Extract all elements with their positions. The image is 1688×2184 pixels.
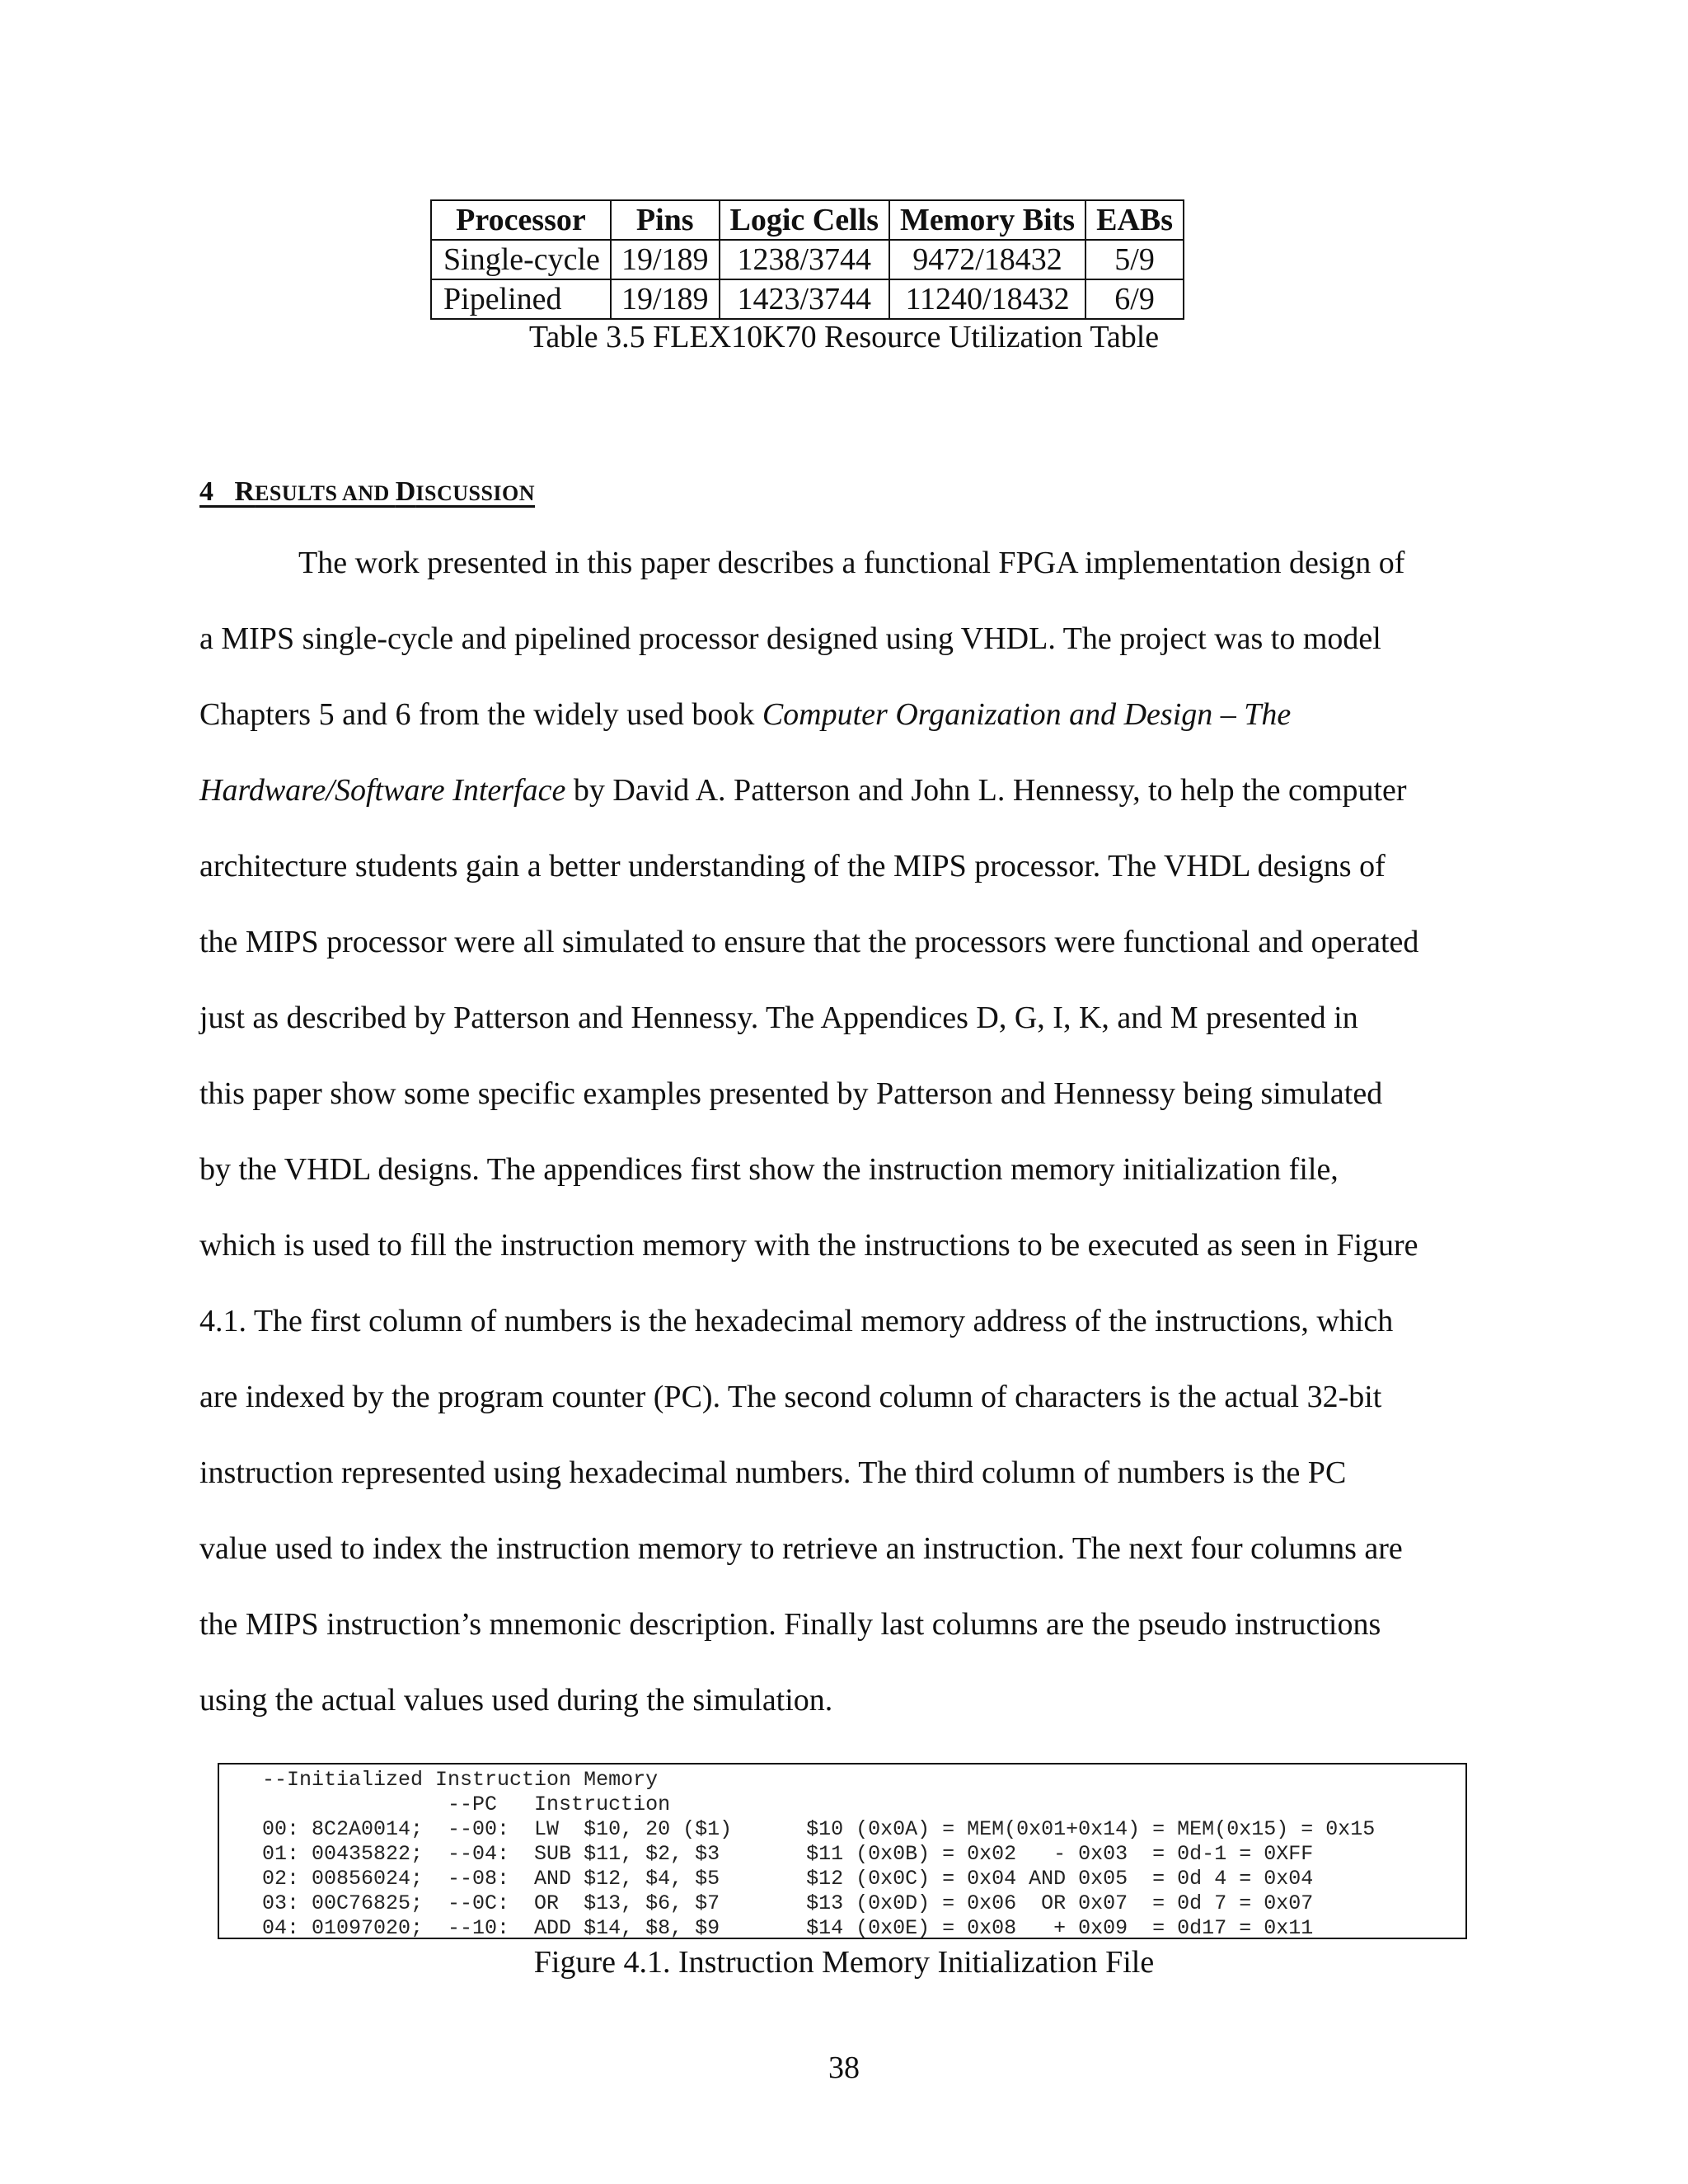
table-cell: 5/9 <box>1085 240 1184 279</box>
paragraph-line: this paper show some specific examples presented by Patterson and Hennessy being simulated <box>199 1076 1383 1111</box>
section-title-rest: ESULTS AND <box>255 481 396 505</box>
code-listing <box>219 1765 1465 1941</box>
section-title-initial: R <box>234 476 256 507</box>
paragraph-line <box>199 696 1493 771</box>
code-line: --PC Instruction <box>262 1793 671 1816</box>
paragraph-line: are indexed by the program counter (PC). The second column of characters is the actual 32-bit <box>199 1380 1382 1414</box>
paragraph-text: Chapters 5 and 6 from the widely used book <box>199 697 762 732</box>
table-cell: 19/189 <box>611 240 720 279</box>
table-cell: 1423/3744 <box>720 279 889 319</box>
table-header-cell: Pins <box>611 200 720 240</box>
section-title-initial: D <box>395 476 416 507</box>
table-caption: Table 3.5 FLEX10K70 Resource Utilization Table <box>528 320 1160 354</box>
table-cell: Single-cycle <box>431 240 611 279</box>
table-cell: 19/189 <box>611 279 720 319</box>
table-cell: 9472/18432 <box>889 240 1085 279</box>
body-paragraph <box>199 544 1493 1757</box>
section-title-rest: ISCUSSION <box>415 481 536 505</box>
figure-caption: Figure 4.1. Instruction Memory Initialization File <box>533 1945 1155 1980</box>
table-cell: Pipelined <box>431 279 611 319</box>
paragraph-text: by David A. Patterson and John L. Hennessy, to help the computer <box>565 773 1407 808</box>
paragraph-line: architecture students gain a better understanding of the MIPS processor. The VHDL designs of <box>199 849 1386 883</box>
paragraph-line <box>199 771 1493 847</box>
paragraph-line: instruction represented using hexadecimal numbers. The third column of numbers is the PC <box>199 1455 1347 1490</box>
paragraph-line: just as described by Patterson and Hennessy. The Appendices D, G, I, K, and M presented in <box>199 1001 1358 1035</box>
book-title: Hardware/Software Interface <box>199 773 566 808</box>
code-line: 00: 8C2A0014; --00: LW $10, 20 ($1) $10 (0x0A) = MEM(0x01+0x14) = MEM(0x15) = 0x15 <box>262 1817 1376 1841</box>
table-cell: 1238/3744 <box>720 240 889 279</box>
book-title: Computer Organization and Design – The <box>762 697 1292 732</box>
table-row <box>431 240 1184 279</box>
code-line: 03: 00C76825; --0C: OR $13, $6, $7 $13 (0x0D) = 0x06 OR 0x07 = 0d 7 = 0x07 <box>262 1891 1314 1915</box>
table-header-cell: Processor <box>431 200 611 240</box>
page-number: 38 <box>828 2050 860 2085</box>
section-heading <box>199 476 535 508</box>
table-header-cell: Memory Bits <box>889 200 1085 240</box>
table-header-cell: Logic Cells <box>720 200 889 240</box>
table-cell: 11240/18432 <box>889 279 1085 319</box>
paragraph-line: The work presented in this paper describes a functional FPGA implementation design of <box>298 546 1405 580</box>
paragraph-line: value used to index the instruction memory to retrieve an instruction. The next four columns are <box>199 1531 1403 1566</box>
table-row <box>431 279 1184 319</box>
code-line: 04: 01097020; --10: ADD $14, $8, $9 $14 (0x0E) = 0x08 + 0x09 = 0d17 = 0x11 <box>262 1916 1314 1940</box>
instruction-memory-figure <box>218 1763 1467 1939</box>
section-number: 4 <box>199 476 213 507</box>
table-cell: 6/9 <box>1085 279 1184 319</box>
paragraph-line: which is used to fill the instruction memory with the instructions to be executed as seen in Figure <box>199 1228 1418 1263</box>
table-header-row <box>431 200 1184 240</box>
paragraph-line: the MIPS processor were all simulated to ensure that the processors were functional and operated <box>199 925 1419 959</box>
code-line: --Initialized Instruction Memory <box>262 1768 659 1792</box>
paragraph-line: 4.1. The first column of numbers is the hexadecimal memory address of the instructions, which <box>199 1304 1394 1338</box>
resource-utilization-table <box>430 199 1184 320</box>
paragraph-line: using the actual values used during the simulation. <box>199 1683 833 1718</box>
paragraph-line: a MIPS single-cycle and pipelined processor designed using VHDL. The project was to model <box>199 621 1381 656</box>
paragraph-line: the MIPS instruction’s mnemonic description. Finally last columns are the pseudo instructions <box>199 1607 1381 1642</box>
code-line: 02: 00856024; --08: AND $12, $4, $5 $12 (0x0C) = 0x04 AND 0x05 = 0d 4 = 0x04 <box>262 1867 1314 1891</box>
table-header-cell: EABs <box>1085 200 1184 240</box>
paragraph-line: by the VHDL designs. The appendices first show the instruction memory initialization file, <box>199 1152 1339 1187</box>
code-line: 01: 00435822; --04: SUB $11, $2, $3 $11 (0x0B) = 0x02 - 0x03 = 0d-1 = 0XFF <box>262 1842 1314 1866</box>
